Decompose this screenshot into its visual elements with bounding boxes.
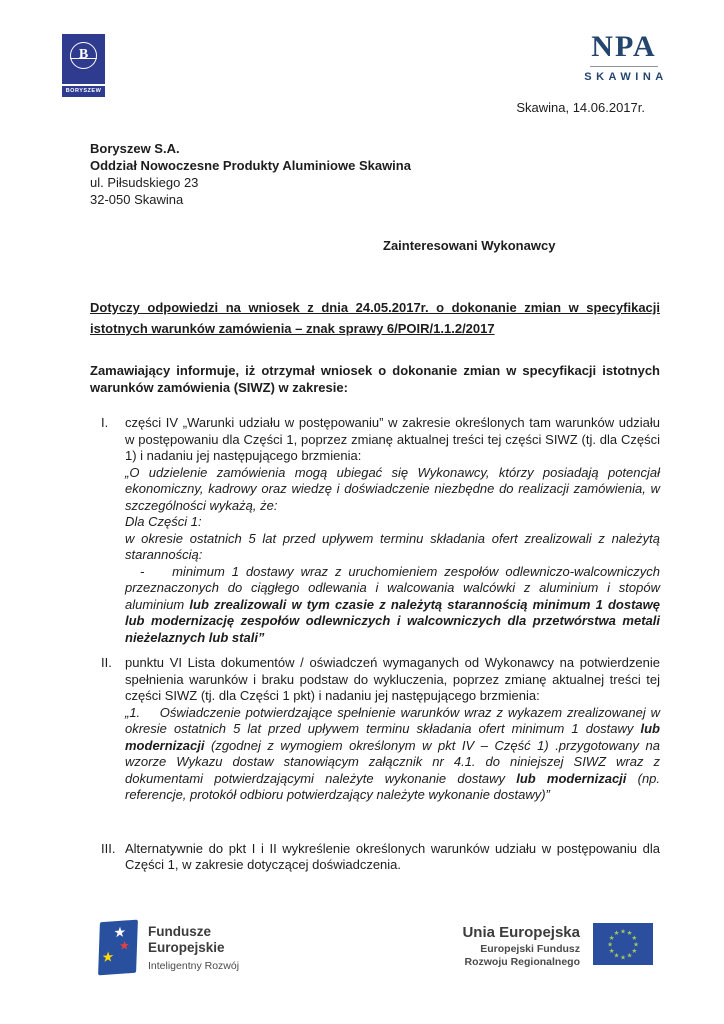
fundusze-title-line1: Fundusze — [148, 924, 211, 939]
text-segment: (zgodnej z wymogiem określonym w pkt IV – Część 1) .przygotowany na wzorze Wykazu dostaw stanowiącym załącznik nr 4.1. do niniejszej SIWZ wraz z dokumentami potwierdzającymi należyte wykonanie dostawy — [125, 737, 661, 786]
text-segment: w okresie ostatnich 5 lat przed upływem terminu składania ofert zrealizowali z należytą starannością: — [125, 530, 660, 562]
svg-text:★: ★ — [613, 952, 620, 960]
text-segment: Dla Części 1: — [125, 514, 202, 529]
item-paragraph — [125, 531, 660, 564]
list-item-3 — [90, 841, 660, 874]
svg-text:★: ★ — [633, 941, 639, 949]
fundusze-title-line2: Europejskie — [148, 940, 225, 955]
npa-skawina-logo — [580, 32, 668, 83]
sender-line-street: ul. Piłsudskiego 23 — [90, 175, 199, 190]
unia-subtitle — [462, 943, 580, 969]
svg-text:★: ★ — [620, 928, 626, 936]
item-numeral: I. — [101, 415, 109, 430]
list-item-1 — [90, 415, 660, 646]
svg-text:★: ★ — [631, 947, 638, 955]
unia-subtitle-line2: Rozwoju Regionalnego — [464, 956, 580, 968]
item-paragraph — [125, 465, 660, 515]
recipient-line: Zainteresowani Wykonawcy — [383, 238, 556, 253]
svg-text:★: ★ — [626, 930, 633, 937]
boryszew-logo — [62, 34, 105, 97]
item-paragraph — [125, 841, 660, 874]
svg-text:★: ★ — [613, 930, 620, 937]
date-line: Skawina, 14.06.2017r. — [516, 100, 645, 115]
letter-content — [90, 140, 660, 874]
svg-text:★: ★ — [608, 947, 615, 955]
item-numeral: II. — [101, 655, 112, 670]
text-segment: - minimum 1 dostawy wraz z uruchomieniem zespołów odlewniczo-walcowniczych przeznaczonych do ciągłego odlewania i walcowania walcówki z aluminium i stopów aluminium — [125, 563, 660, 612]
text-segment: lub modernizacji — [125, 721, 660, 753]
unia-europejska-logo — [0, 923, 653, 969]
npa-logo-divider — [590, 66, 658, 67]
eu-flag-icon — [593, 923, 653, 965]
list-item-2 — [90, 655, 660, 804]
item-paragraph — [125, 514, 660, 531]
svg-text:★: ★ — [607, 941, 613, 949]
star-icon: ★ — [101, 948, 115, 966]
item-paragraph — [125, 415, 660, 465]
boryszew-logo-mark — [62, 34, 105, 84]
fundusze-subtitle: Inteligentny Rozwój — [148, 960, 240, 972]
text-segment: punktu VI Lista dokumentów / oświadczeń wymaganych od Wykonawcy na potwierdzenie spełnienia warunków i braku podstaw do wykluczenia, poprzez zmianę aktualnej treści tej części SIWZ (tj. dla Części 1 pkt) i nadaniu jej następującego brzmienia: — [125, 655, 660, 703]
text-segment: Alternatywnie do pkt I i II wykreślenie określonych warunków udziału w postępowaniu dla Części 1, w zakresie dotyczącej doświadczenia. — [125, 840, 660, 872]
intro-paragraph: Zamawiający informuje, iż otrzymał wniosek o dokonanie zmian w specyfikacji istotnych warunków zamówienia (SIWZ) w zakresie: — [90, 363, 660, 395]
star-icon: ★ — [118, 938, 131, 953]
star-icon: ★ — [113, 923, 127, 941]
unia-title: Unia Europejska — [462, 924, 580, 941]
item-paragraph — [125, 564, 660, 647]
item-paragraph — [125, 655, 660, 705]
sender-line-division: Oddział Nowoczesne Produkty Aluminiowe Skawina — [90, 158, 411, 173]
subject-heading: Dotyczy odpowiedzi na wniosek z dnia 24.05.2017r. o dokonanie zmian w specyfikacji istotnych warunków zamówienia – znak sprawy 6/POIR/1.1.2/2017 — [90, 300, 660, 336]
item-body — [125, 415, 660, 646]
item-body — [125, 655, 660, 804]
unia-subtitle-line1: Europejski Fundusz — [480, 943, 580, 955]
svg-text:★: ★ — [608, 934, 615, 942]
footer — [0, 915, 724, 995]
npa-logo-title: NPA — [591, 30, 657, 63]
item-body — [125, 841, 660, 874]
sender-line-city: 32-050 Skawina — [90, 192, 184, 207]
text-segment: lub zrealizowali w tym czasie z należytą starannością minimum 1 dostawę lub modernizację zespołów odlewniczych i walcowniczych dla przetwórstwa metali nieżelaznych lub stali” — [125, 596, 660, 645]
unia-text — [462, 923, 580, 969]
text-segment: „O udzielenie zamówienia mogą ubiegać się Wykonawcy, którzy posiadają potencjał ekonomiczny, kadrowy oraz wiedzę i doświadczenie niezbędne do realizacji zamówienia, w szczególności wykażą, że: — [125, 464, 660, 513]
npa-logo-subtitle: SKAWINA — [584, 71, 668, 83]
change-list — [90, 415, 660, 874]
item-paragraph — [125, 705, 660, 804]
boryszew-logo-label: BORYSZEW — [62, 86, 105, 97]
boryszew-b-icon: B — [70, 42, 97, 69]
sender-block — [90, 140, 660, 208]
svg-text:★: ★ — [626, 952, 633, 960]
text-segment: lub modernizacji — [516, 770, 638, 786]
item-numeral: III. — [101, 840, 116, 856]
text-segment: (np. referencje, protokół odbioru potwierdzający należyte wykonanie dostawy)” — [125, 770, 661, 802]
svg-text:★: ★ — [631, 934, 638, 942]
svg-text:★: ★ — [620, 954, 626, 962]
sender-line-company: Boryszew S.A. — [90, 141, 180, 156]
text-segment: „1. Oświadczenie potwierdzające spełnienie warunków wraz z wykazem zrealizowanej w okresie ostatnich 5 lat przed upływem terminu składania ofert minimum 1 dostawy — [125, 704, 660, 736]
text-segment: części IV „Warunki udziału w postępowaniu” w zakresie określonych tam warunków udziału w postępowaniu dla Części 1, poprzez zmianę aktualnej treści tej części SIWZ (tj. dla Części 1) i nadaniu jej następującego brzmienia: — [125, 415, 660, 463]
